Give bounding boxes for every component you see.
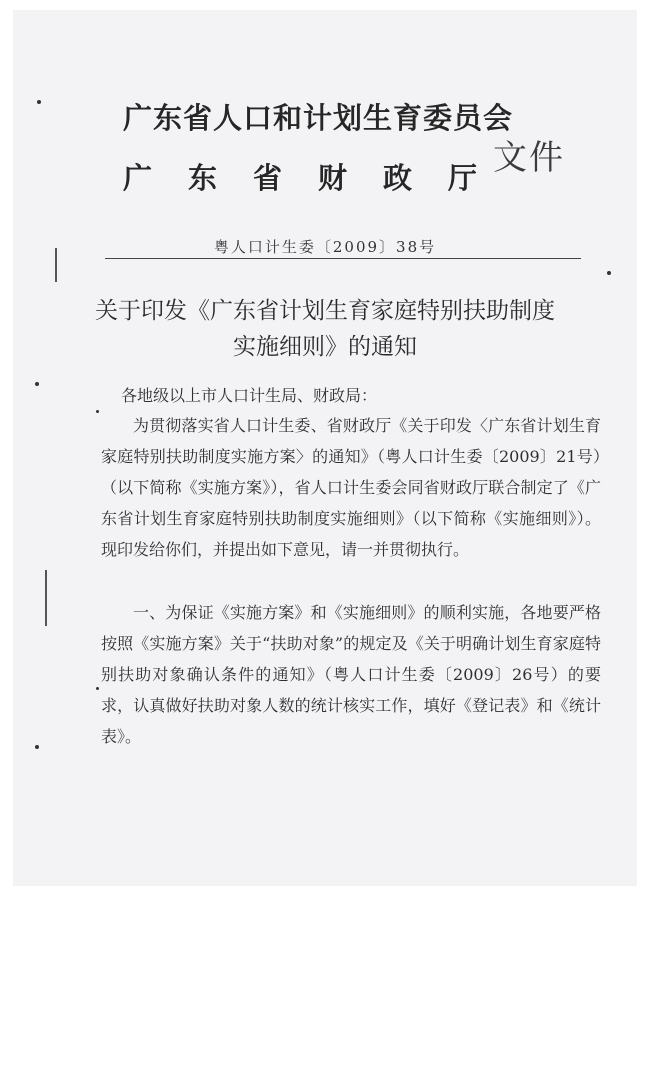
scan-speck (607, 271, 611, 275)
document-type-label: 文件 (493, 138, 565, 178)
salutation: 各地级以上市人口计生局、财政局： (121, 386, 378, 405)
scan-speck (96, 410, 99, 413)
header-divider (105, 258, 581, 259)
notice-title-line-1: 关于印发《广东省计划生育家庭特别扶助制度 (95, 298, 555, 324)
issuing-org-line-1: 广东省人口和计划生育委员会 (123, 101, 514, 135)
document-number: 粤人口计生委〔2009〕38号 (213, 238, 437, 256)
scan-streak (55, 248, 57, 282)
scanned-page (13, 10, 637, 886)
scan-speck (37, 100, 41, 104)
notice-title-line-2: 实施细则》的通知 (233, 334, 417, 360)
scan-streak (45, 570, 47, 626)
scan-speck (35, 745, 39, 749)
scan-speck (96, 687, 99, 690)
scan-speck (35, 382, 39, 386)
body-paragraph-1: 为贯彻落实省人口计生委、省财政厅《关于印发〈广东省计划生育家庭特别扶助制度实施方案〉的通知》（粤人口计生委〔2009〕21号）（以下简称《实施方案》），省人口计生委会同省财政厅联合制定了《广东省计划生育家庭特别扶助制度实施细则》（以下简称《实施细则》）。现印发给你们，并提出如下意见，请一并贯彻执行。 (101, 416, 601, 559)
issuing-org-line-2: 广东省财政厅 (123, 161, 514, 195)
body-paragraph-2: 一、为保证《实施方案》和《实施细则》的顺利实施，各地要严格按照《实施方案》关于“扶助对象”的规定及《关于明确计划生育家庭特别扶助对象确认条件的通知》（粤人口计生委〔2009〕26号）的要求，认真做好扶助对象人数的统计核实工作，填好《登记表》和《统计表》。 (101, 603, 601, 746)
